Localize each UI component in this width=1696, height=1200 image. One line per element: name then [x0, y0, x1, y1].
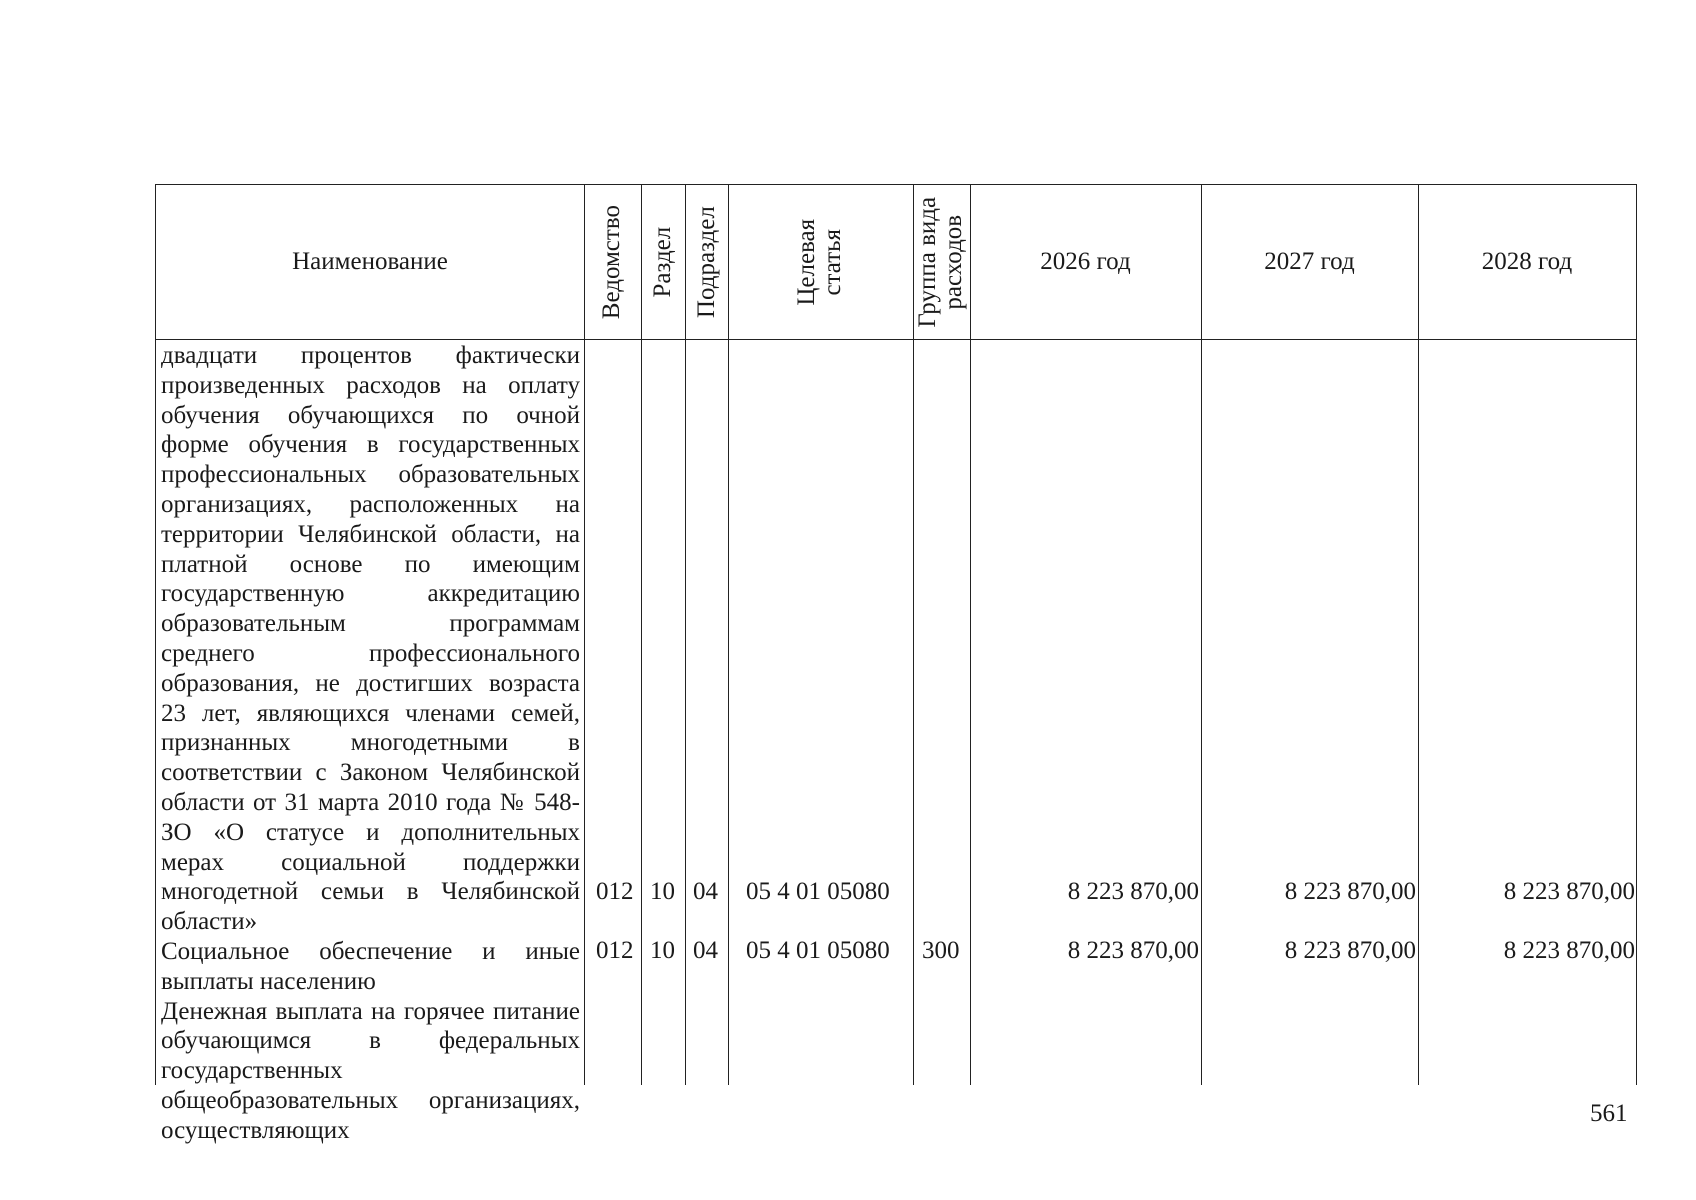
row1-name: двадцати процентов фактически произведенных расходов на оплату обучения обучающихся по очной форме обучения в государственных профессиональных образовательных организациях, расположенных на территории Челябинской области, на платной основе по имеющим государственную аккредитацию образовательным программам среднего профессионального образования, не достигших возраста 23 лет, являющихся членами семей, признанных многодетными в соответствии с Законом Челябинской области от 31 марта 2010 года № 548-ЗО «О статусе и дополнительных мерах социальной поддержки многодетной семьи в Челябинской области» [161, 342, 580, 936]
header-celevaya-line1: Целевая [793, 218, 821, 306]
header-vedomstvo [584, 185, 641, 339]
header-razdel [641, 185, 685, 339]
row1-celevaya: 05 4 01 05080 [746, 878, 890, 905]
header-name: Наименование [292, 247, 448, 275]
row2-razdel: 10 [650, 937, 675, 964]
row1-razdel: 10 [650, 878, 675, 905]
row1-2028: 8 223 870,00 [1503, 878, 1635, 905]
header-2026: 2026 год [1040, 247, 1131, 275]
row1-vedomstvo: 012 [596, 878, 634, 905]
row2-gruppa: 300 [922, 937, 960, 964]
header-podrazdel-text: Подраздел [692, 206, 720, 318]
row1-podrazdel: 04 [693, 878, 718, 905]
header-podrazdel [685, 185, 728, 339]
row3-name: Денежная выплата на горячее питание обучающимся в федеральных государственных общеобразовательных организациях, осуществляющих [161, 997, 580, 1144]
header-celevaya-text [794, 219, 847, 306]
header-2027: 2027 год [1264, 247, 1355, 275]
header-gruppa-line2: расходов [940, 214, 968, 310]
row2-2027: 8 223 870,00 [1284, 937, 1416, 964]
row2-name: Социальное обеспечение и иные выплаты населению [161, 937, 580, 995]
header-celevaya-line2: статья [819, 228, 847, 296]
row2-celevaya: 05 4 01 05080 [746, 937, 890, 964]
row2-2026: 8 223 870,00 [1067, 937, 1199, 964]
name-column [161, 341, 580, 1146]
header-gruppa-line1: Группа вида [914, 196, 942, 328]
page-number: 561 [1590, 1100, 1628, 1127]
row2-2028: 8 223 870,00 [1503, 937, 1635, 964]
row1-2026: 8 223 870,00 [1067, 878, 1199, 905]
header-gruppa [913, 185, 970, 339]
header-gruppa-text [915, 197, 968, 328]
header-razdel-text: Раздел [648, 226, 676, 298]
row1-2027: 8 223 870,00 [1284, 878, 1416, 905]
row2-vedomstvo: 012 [596, 937, 634, 964]
table-header [156, 185, 1636, 340]
header-vedomstvo-text: Ведомство [598, 204, 626, 320]
header-2028: 2028 год [1481, 247, 1573, 275]
header-celevaya [728, 185, 913, 339]
row2-podrazdel: 04 [693, 937, 718, 964]
